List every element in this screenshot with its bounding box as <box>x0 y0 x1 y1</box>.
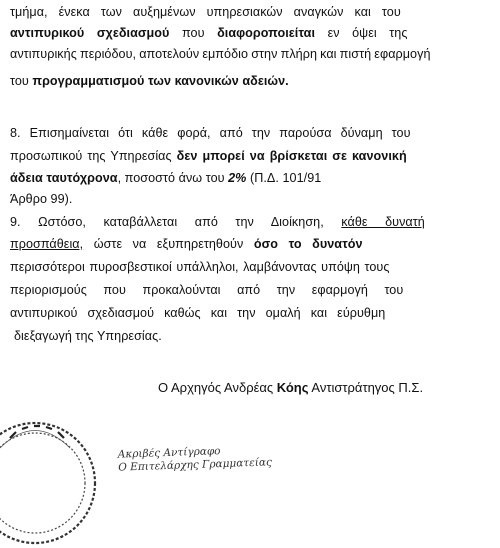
para8-line2 <box>10 148 407 164</box>
para8-line1 <box>10 125 411 141</box>
para7-line3 <box>10 46 431 62</box>
para8-text: προσωπικού της Υπηρεσίας <box>10 149 177 163</box>
para9-line2 <box>10 236 363 252</box>
para7-bold-programming: προγραμματισμού των κανονικών αδειών. <box>32 74 289 88</box>
para7-line1-text: τμήμα, ένεκα των αυξημένων υπηρεσιακών αναγκών και του <box>10 5 401 19</box>
para7-text: εν όψει της <box>315 26 408 40</box>
signature-prefix: Ο Αρχηγός Ανδρέας <box>158 380 277 395</box>
para9-line4 <box>10 282 403 298</box>
para7-bold-antipyric: αντιπυρικού σχεδιασμού <box>10 26 170 40</box>
para7-line2 <box>10 25 407 41</box>
para9-text: ώστε να εξυπηρετηθούν <box>83 237 254 251</box>
para8-line3 <box>10 170 321 186</box>
signature-surname: Κόης <box>276 380 309 395</box>
para9-line6-text: διεξαγωγή της Υπηρεσίας. <box>14 329 162 343</box>
para8-bold-cannot-be: δεν μπορεί να βρίσκεται σε κανονική <box>176 149 407 163</box>
para9-line3-text: περισσότεροι πυροσβεστικοί υπάλληλοι, λαμβάνοντας υπόψη τους <box>10 260 390 274</box>
para8-text: , ποσοστό άνω του <box>117 171 229 185</box>
para7-bold-differentiated: διαφοροποιείται <box>217 26 316 40</box>
para9-line5 <box>10 305 385 321</box>
para9-bold-as-possible: όσο το δυνατόν <box>253 237 363 251</box>
copy-certification-stamp <box>118 443 273 474</box>
para8-percentage: 2% <box>228 171 247 185</box>
para7-text: που <box>169 26 218 40</box>
para7-line3-text: αντιπυρικής περιόδου, αποτελούν εμπόδιο στην πλήρη και πιστή εφαρμογή <box>10 47 431 61</box>
para9-line3 <box>10 259 389 275</box>
para9-line4-text: περιορισμούς που προκαλούνται από την εφαρμογή του <box>10 283 404 297</box>
para9-line1 <box>10 214 425 230</box>
para8-line1-text: 8. Επισημαίνεται ότι κάθε φορά, από την παρούσα δύναμη του <box>10 126 411 140</box>
para8-bold-simultaneous-leave: άδεια ταυτόχρονα <box>10 171 118 185</box>
signature-suffix: Αντιστράτηγος Π.Σ. <box>308 380 424 395</box>
seal-stamp-icon <box>0 418 100 548</box>
para9-underlined-effort: προσπάθεια, <box>10 237 84 251</box>
para7-text: του <box>10 74 33 88</box>
para7-line4 <box>10 73 289 89</box>
copy-stamp-line1: Ακριβές Αντίγραφο <box>117 445 221 461</box>
para8-line4 <box>10 191 72 207</box>
para7-line1 <box>10 4 401 20</box>
para8-line4-text: Άρθρο 99). <box>10 192 73 206</box>
para9-text: 9. Ωστόσο, καταβάλλεται από την Διοίκηση, <box>10 215 342 229</box>
signature-line <box>158 380 423 395</box>
para9-line5-text: αντιπυρικού σχεδιασμού καθώς και την ομαλή και εύρυθμη <box>10 306 386 320</box>
para9-underlined-every-possible: κάθε δυνατή <box>341 215 425 229</box>
para9-line6 <box>14 328 162 344</box>
copy-stamp-line2: Ο Επιτελάρχης Γραμματείας <box>118 456 273 474</box>
para8-text: (Π.Δ. 101/91 <box>246 171 322 185</box>
